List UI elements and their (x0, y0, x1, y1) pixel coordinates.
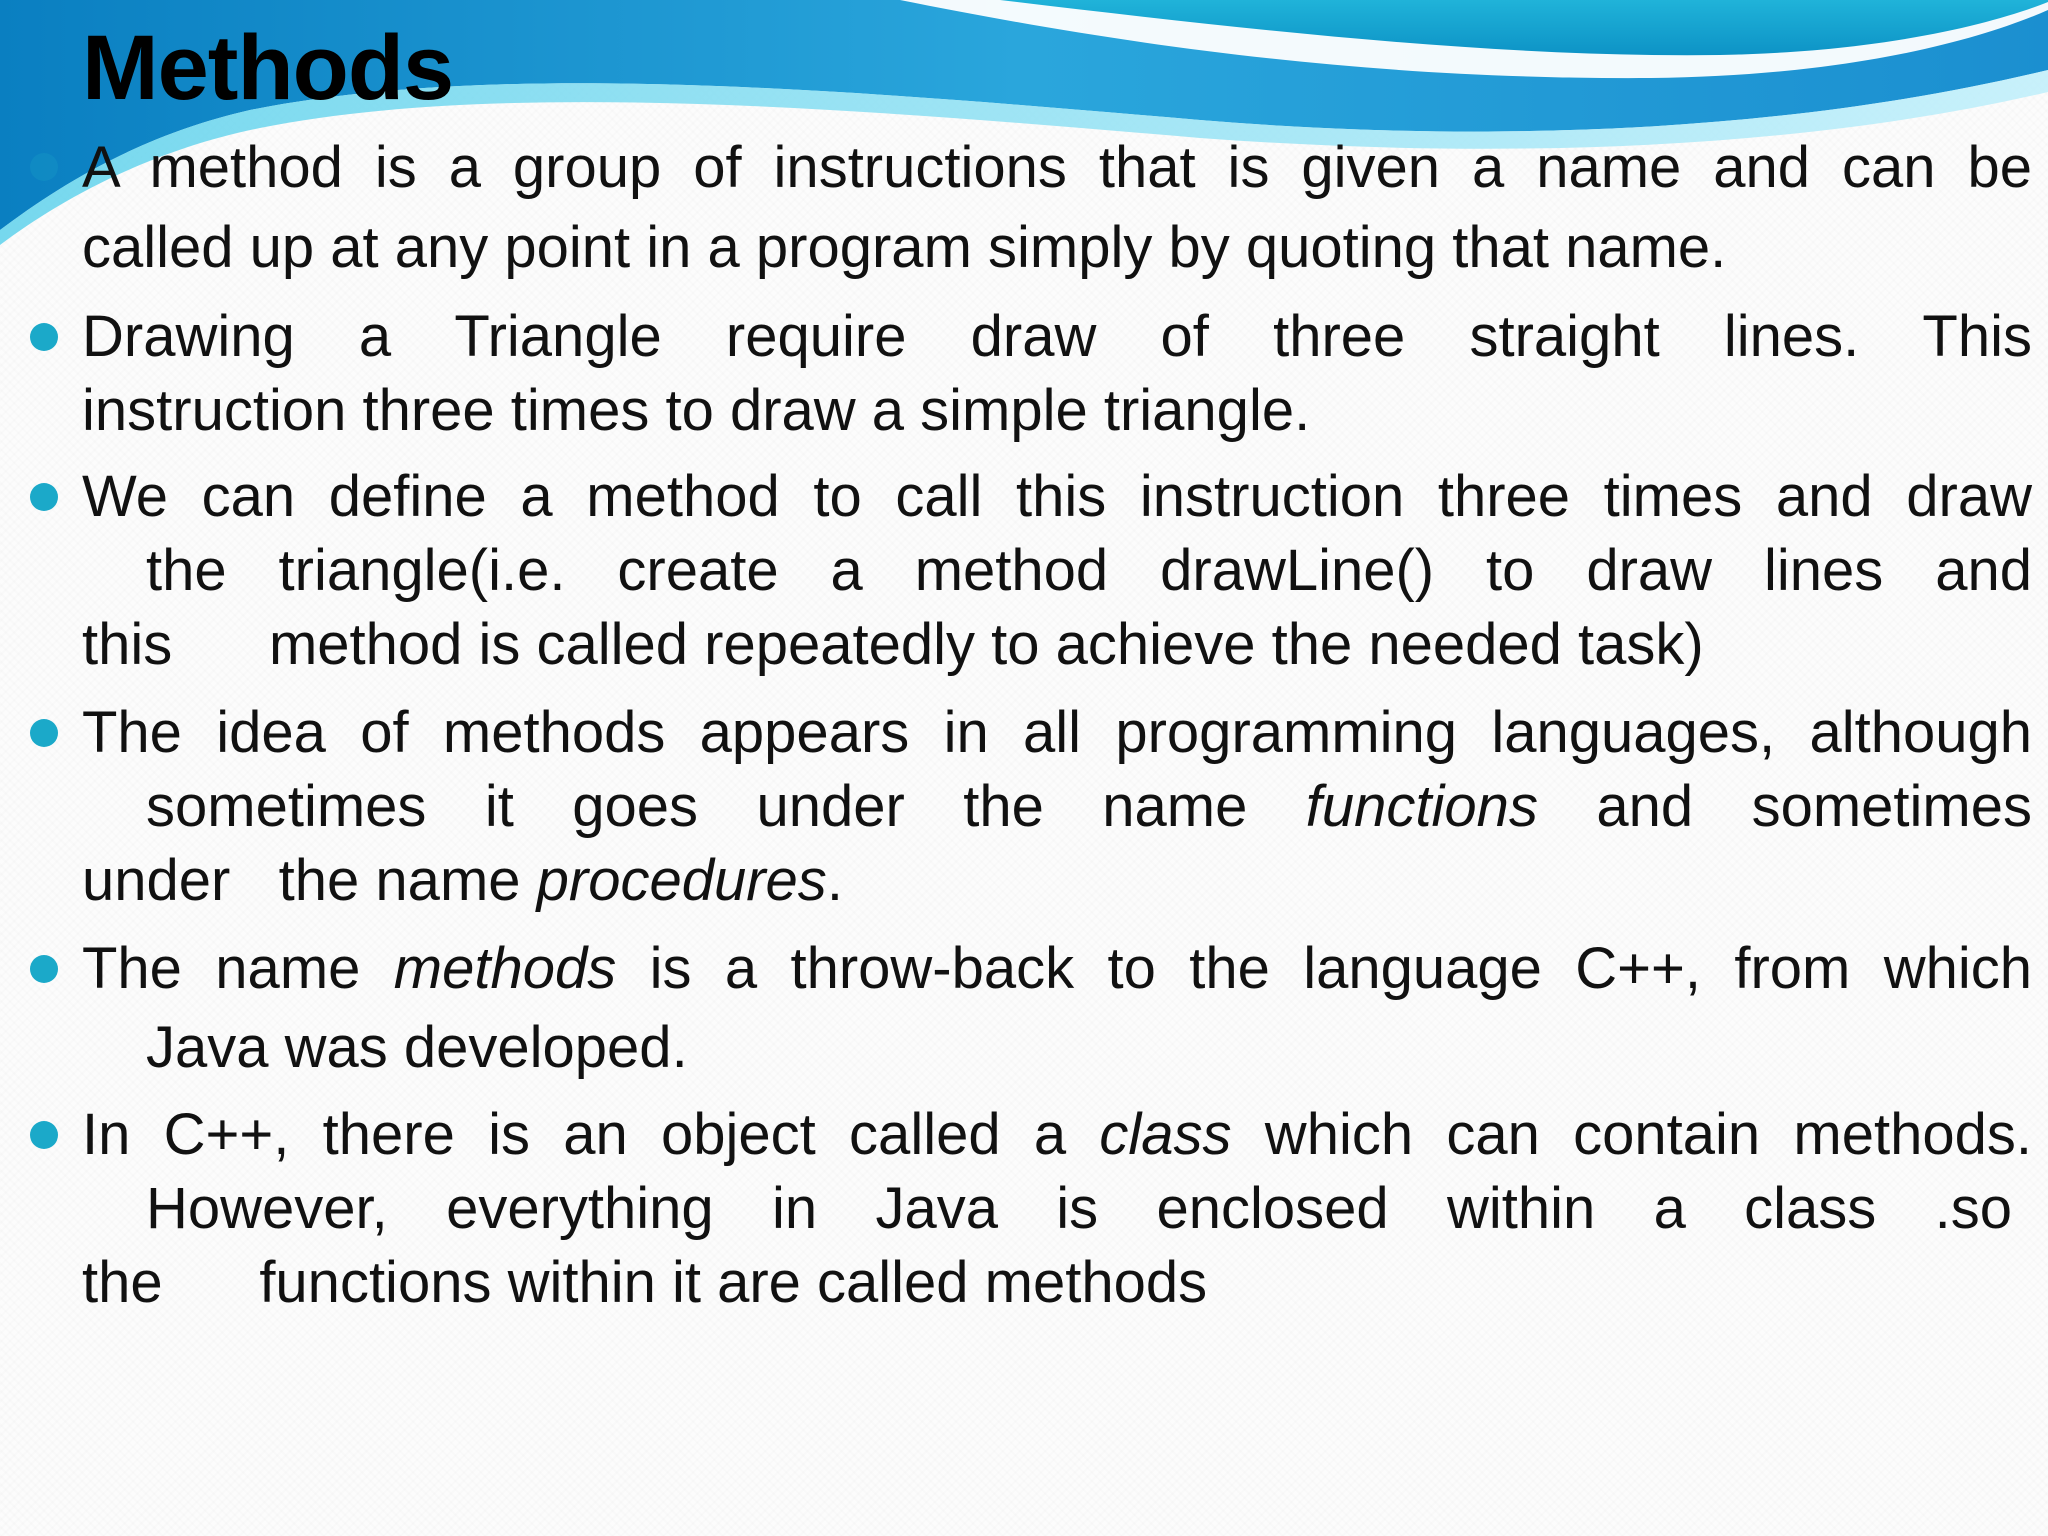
bullet-text-line: We can define a method to call this instruction three times and draw (82, 464, 2032, 529)
text-run: sometimes it goes under the name (146, 774, 1306, 839)
bullet-item (82, 128, 2032, 288)
bullet-text-line: Drawing a Triangle require draw of three straight lines. This (82, 304, 2032, 369)
bullet-item (82, 696, 2032, 918)
bullet-text-line (82, 770, 2032, 844)
bullet-dot-icon (30, 323, 58, 351)
italic-term: functions (1305, 774, 1538, 839)
text-run: The name (82, 936, 394, 1001)
bullet-item (82, 932, 2032, 1090)
bullet-text-line: A method is a group of instructions that is given a name and can be (82, 135, 2032, 200)
text-run: In C++, there is an object called a (82, 1102, 1100, 1167)
text-run: . (826, 848, 843, 913)
bullet-text-line (82, 844, 2032, 918)
bullet-text-line: the functions within it are called methods (82, 1250, 1208, 1315)
bullet-text-line (82, 1098, 2032, 1172)
text-run: which can contain methods. (1231, 1102, 2032, 1167)
bullet-dot-icon (30, 955, 58, 983)
bullet-text-line: instruction three times to draw a simple triangle. (82, 378, 1311, 443)
italic-term: procedures (536, 848, 827, 913)
bullet-text-line: the triangle(i.e. create a method drawLine() to draw lines and (146, 538, 2032, 603)
italic-term: methods (393, 936, 617, 1001)
bullet-item (82, 1098, 2032, 1320)
bullet-dot-icon (30, 153, 58, 181)
slide-title: Methods (82, 17, 454, 119)
text-run: is a throw-back to the language C++, from which (616, 936, 2032, 1001)
bullet-dot-icon (30, 719, 58, 747)
text-run: under the name (82, 848, 537, 913)
bullet-item (82, 300, 2032, 448)
bullet-text-line (82, 932, 2032, 1006)
bullet-dot-icon (30, 483, 58, 511)
bullet-item (82, 460, 2032, 682)
bullet-text-line: However, everything in Java is enclosed within a class .so (146, 1176, 2012, 1241)
bullet-text-line: The idea of methods appears in all programming languages, although (82, 700, 2032, 765)
italic-term: class (1099, 1102, 1232, 1167)
bullet-text-line: called up at any point in a program simply by quoting that name. (82, 215, 1727, 280)
text-run: and sometimes (1537, 774, 2032, 839)
bullet-text-line: Java was developed. (146, 1015, 688, 1080)
bullet-text-line: this method is called repeatedly to achieve the needed task) (82, 612, 1704, 677)
bullet-dot-icon (30, 1121, 58, 1149)
